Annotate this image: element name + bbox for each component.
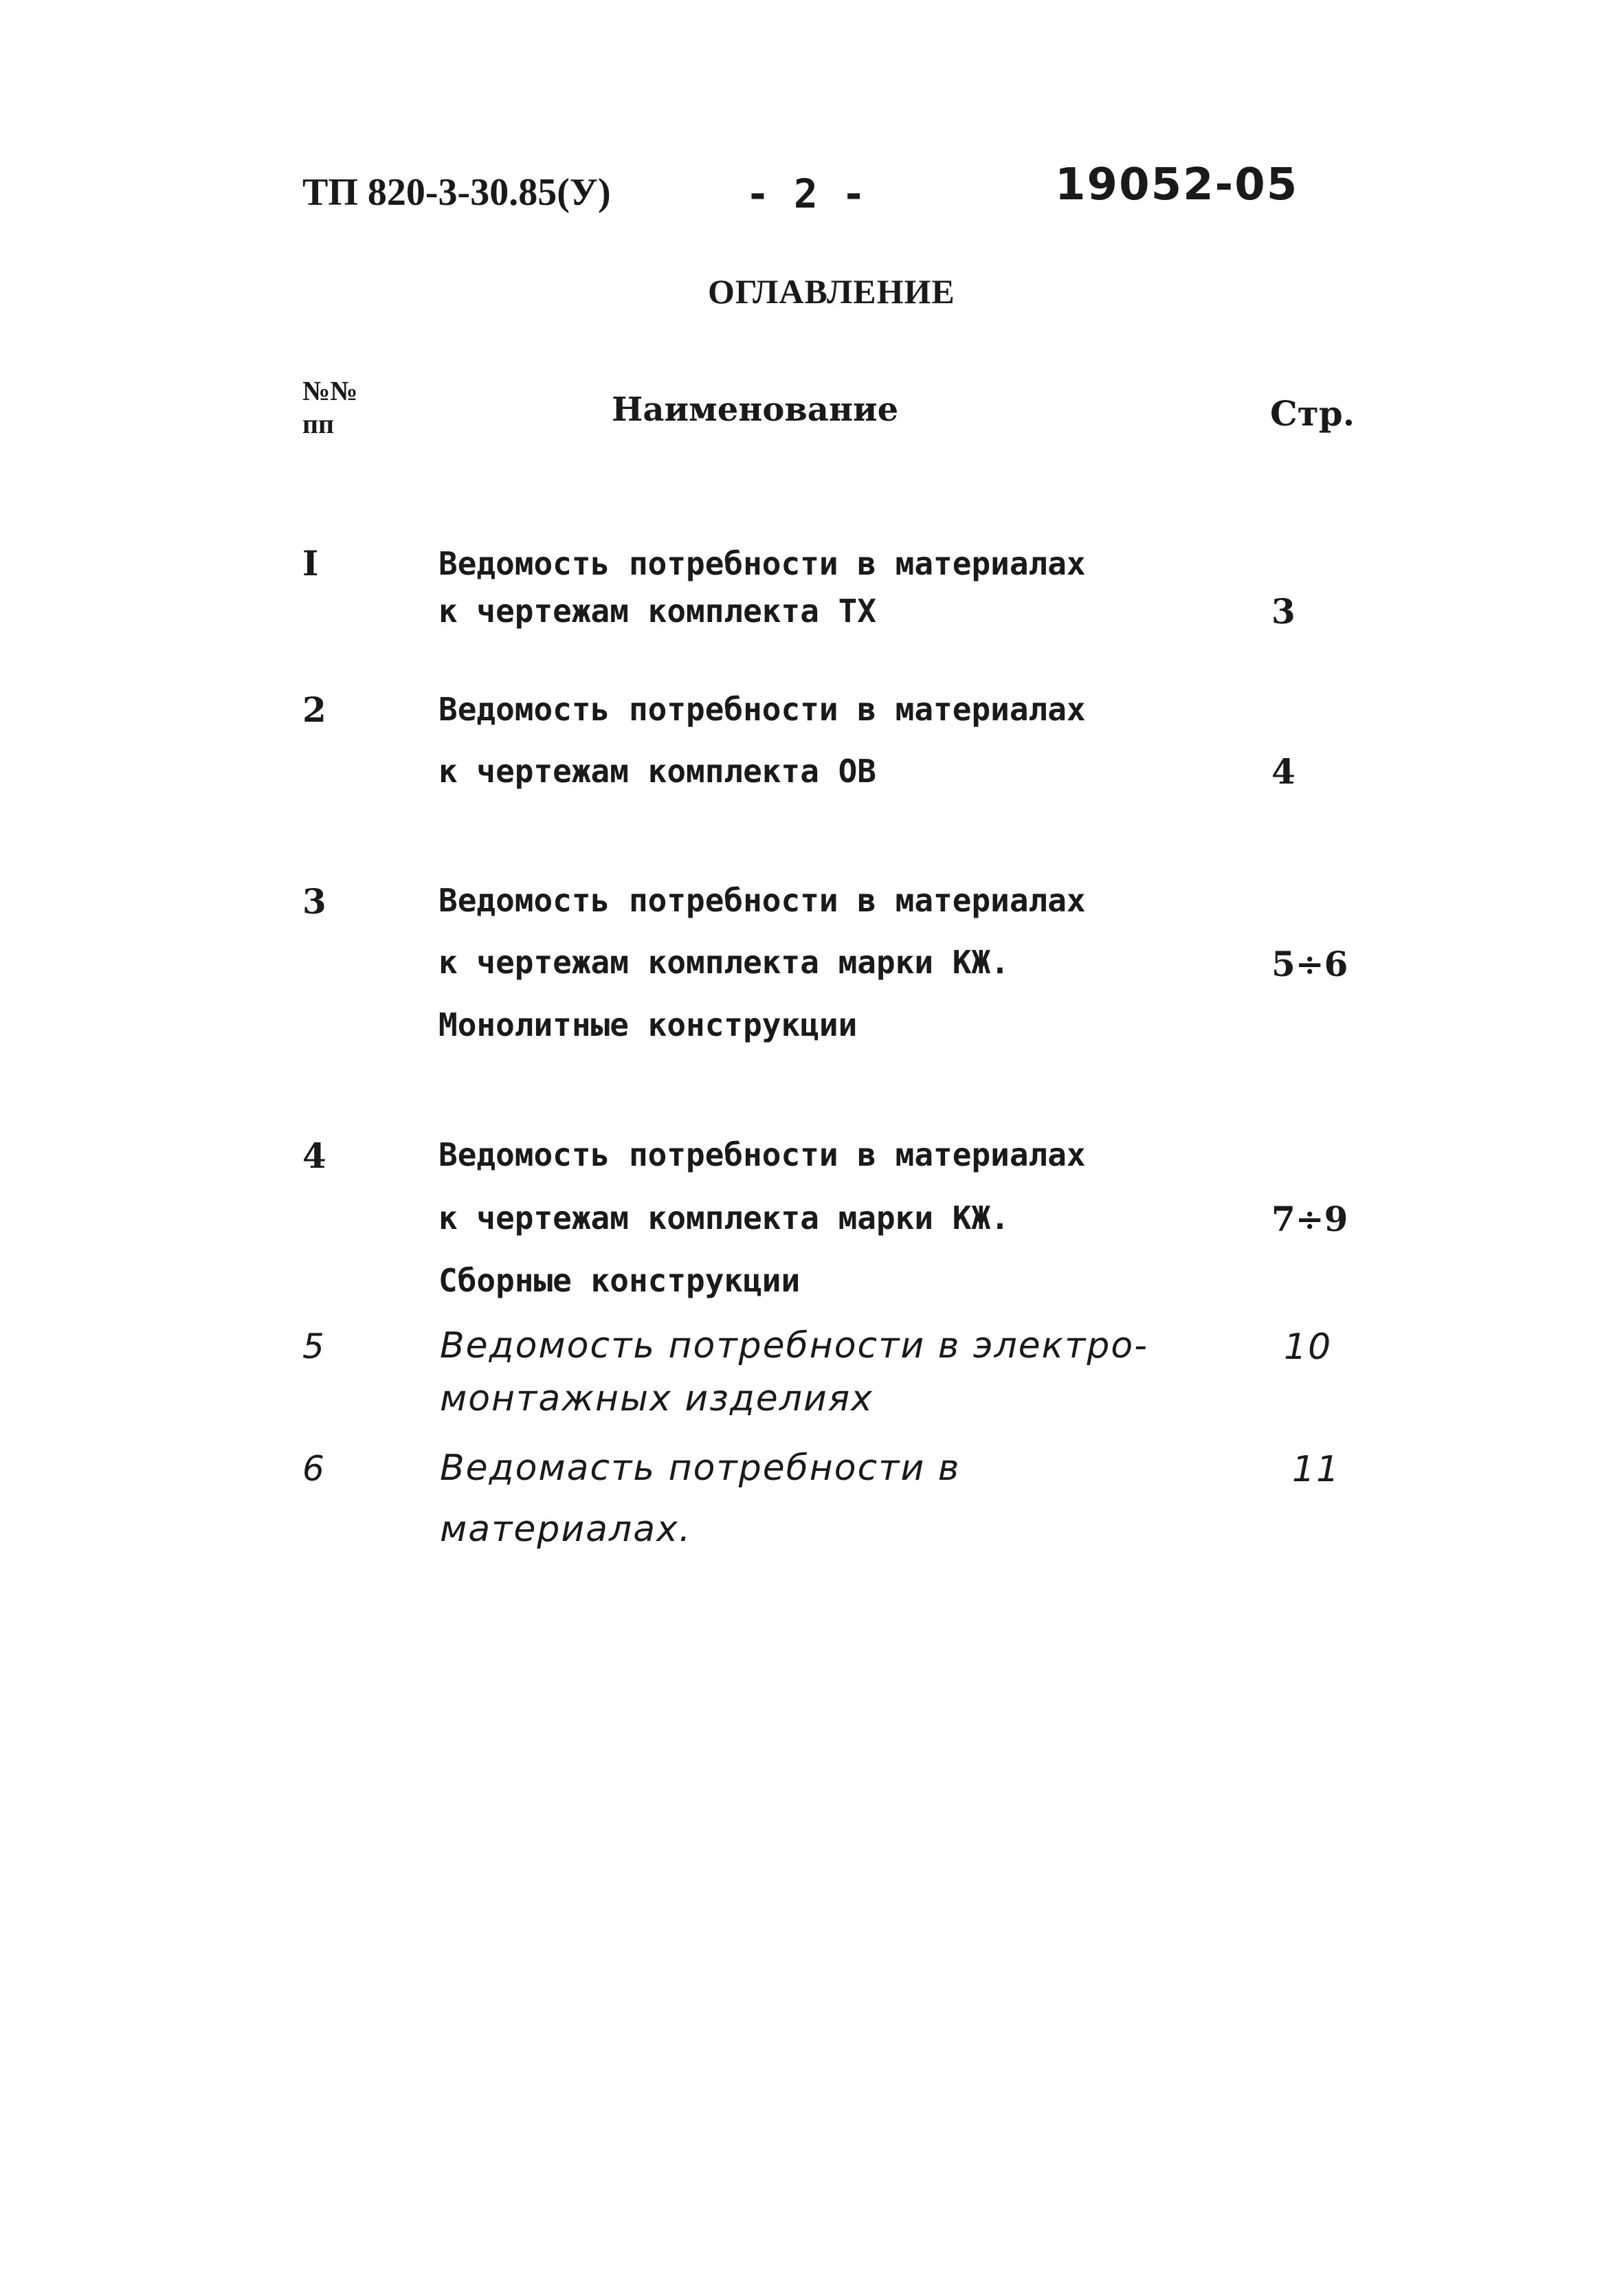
row-6-page: 11 — [1292, 1449, 1341, 1490]
column-header-number-line2: пп — [302, 408, 335, 439]
row-2-number: 2 — [302, 689, 326, 730]
page-title: ОГЛАВЛЕНИЕ — [708, 272, 955, 311]
document-number: 19052-05 — [1055, 159, 1299, 210]
row-4-name-line1: Ведомость потребности в материалах — [438, 1136, 1086, 1173]
row-3-page: 5÷6 — [1271, 944, 1348, 984]
column-header-number — [302, 375, 357, 441]
row-3-number: 3 — [302, 881, 326, 922]
row-6-name-line2: материалах. — [440, 1509, 692, 1550]
row-1-name-line1: Ведомость потребности в материалах — [438, 545, 1086, 582]
row-4-number: 4 — [302, 1135, 326, 1176]
row-1-page: 3 — [1271, 591, 1295, 632]
document-code: ТП 820-3-30.85(У) — [302, 171, 611, 214]
row-5-page: 10 — [1284, 1327, 1333, 1368]
column-header-number-line1: №№ — [302, 375, 358, 406]
row-6-number: 6 — [302, 1449, 324, 1489]
row-2-name-line2: к чертежам комплекта ОВ — [438, 753, 876, 790]
row-4-page: 7÷9 — [1271, 1199, 1348, 1239]
row-4-name-line2: к чертежам комплекта марки КЖ. — [438, 1199, 1010, 1237]
row-3-name-line3: Монолитные конструкции — [438, 1006, 858, 1043]
row-5-name-line2: монтажных изделиях — [440, 1378, 874, 1419]
row-5-name-line1: Ведомость потребности в электро- — [440, 1325, 1148, 1366]
row-3-name-line2: к чертежам комплекта марки КЖ. — [438, 944, 1010, 981]
row-5-number: 5 — [302, 1327, 324, 1366]
column-header-page: Стр. — [1270, 393, 1355, 434]
page-number: - 2 - — [746, 170, 866, 217]
column-header-name: Наименование — [612, 390, 899, 429]
row-3-name-line1: Ведомость потребности в материалах — [438, 882, 1086, 919]
row-4-name-line3: Сборные конструкции — [438, 1262, 801, 1299]
row-1-number: I — [302, 543, 319, 584]
row-2-page: 4 — [1271, 751, 1295, 792]
row-1-name-line2: к чертежам комплекта ТХ — [438, 592, 876, 630]
row-6-name-line1: Ведомасть потребности в — [440, 1448, 961, 1489]
row-2-name-line1: Ведомость потребности в материалах — [438, 691, 1086, 728]
